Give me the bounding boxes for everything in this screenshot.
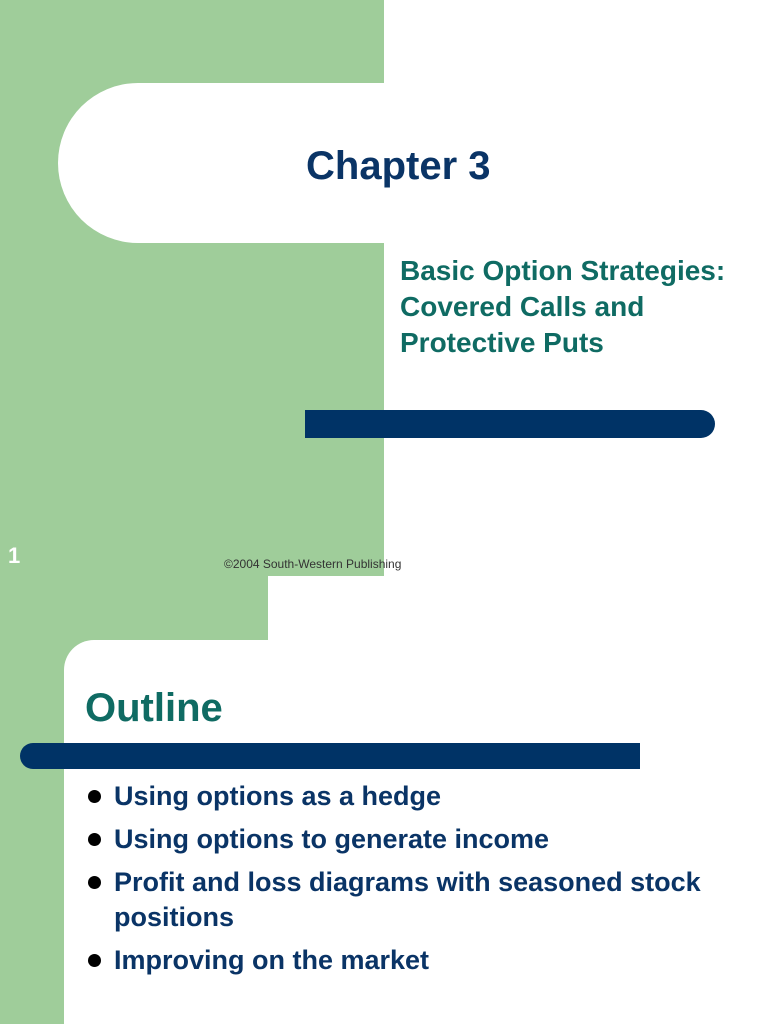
divider-bar [20, 743, 640, 769]
outline-title: Outline [85, 686, 223, 730]
bullet-dot-icon [88, 833, 101, 846]
bullet-dot-icon [88, 876, 101, 889]
bullet-dot-icon [88, 954, 101, 967]
bullet-item [86, 865, 726, 935]
outline-bullet-list [86, 779, 726, 986]
top-white-strip [268, 576, 768, 640]
bullet-dot-icon [88, 790, 101, 803]
slide-2 [0, 576, 768, 1024]
chapter-subtitle: Basic Option Strategies: Covered Calls and Protective Puts [400, 255, 726, 358]
bullet-text: Using options to generate income [114, 824, 550, 854]
chapter-title: Chapter 3 [306, 144, 491, 188]
bullet-text: Using options as a hedge [114, 781, 442, 811]
bullet-item [86, 943, 726, 978]
slide-number: 1 [8, 543, 21, 568]
copyright-notice: ©2004 South-Western Publishing [224, 557, 402, 571]
bullet-text: Profit and loss diagrams with seasoned stock positions [114, 867, 701, 932]
bullet-item [86, 779, 726, 814]
bullet-text: Improving on the market [114, 945, 430, 975]
bullet-item [86, 822, 726, 857]
divider-bar [305, 410, 715, 438]
